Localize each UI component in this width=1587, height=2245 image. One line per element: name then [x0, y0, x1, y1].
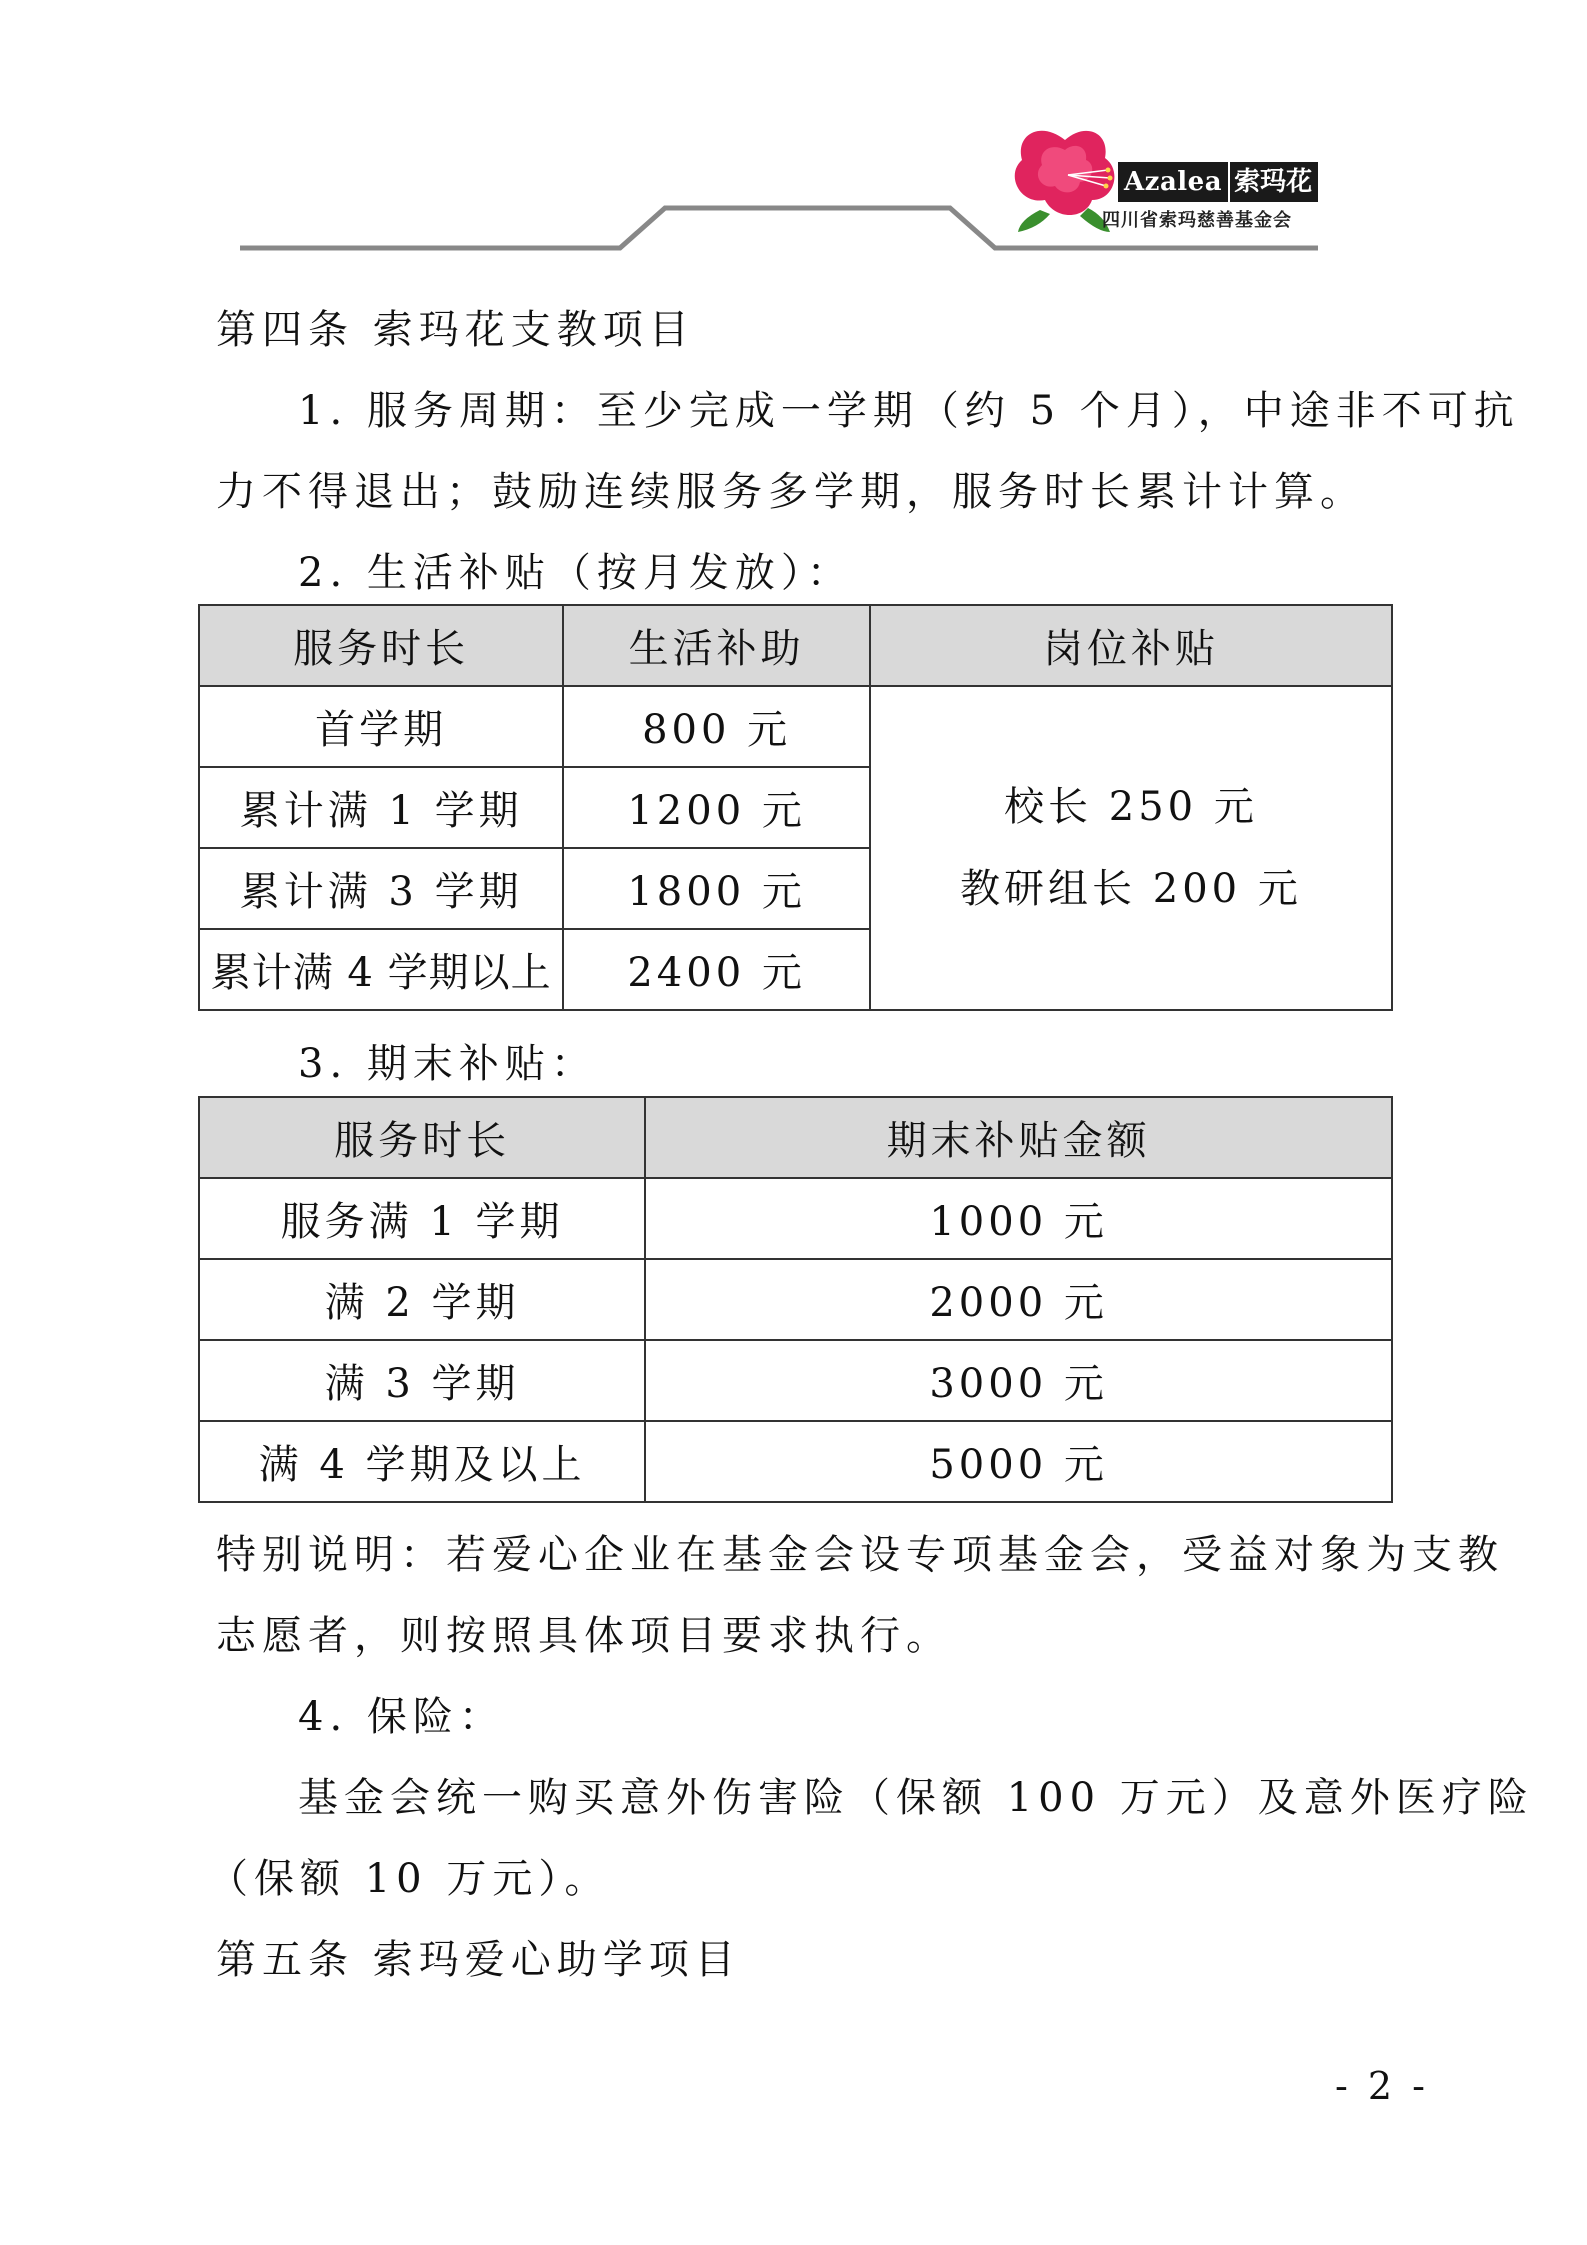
table-cell: 1200 元	[563, 767, 870, 848]
table-header-row	[199, 1097, 1392, 1178]
table-header-cell: 服务时长	[199, 605, 563, 686]
article4-item3-title: 3. 期末补贴：	[298, 1041, 597, 1087]
logo-org-name: 四川省索玛慈善基金会	[1102, 210, 1292, 231]
post-subsidy-principal: 校长 250 元	[1004, 784, 1258, 830]
table-row	[199, 1259, 1392, 1340]
logo-brand-cn: 索玛花	[1228, 162, 1318, 202]
special-note-line1: 特别说明：若爱心企业在基金会设专项基金会，受益对象为支教	[216, 1532, 1504, 1578]
table-cell: 首学期	[199, 686, 563, 767]
table-header-cell: 岗位补贴	[870, 605, 1392, 686]
table-header-row	[199, 605, 1392, 686]
table-cell: 满 4 学期及以上	[199, 1421, 645, 1502]
table-cell: 1000 元	[645, 1178, 1392, 1259]
article4-item4-title: 4. 保险：	[298, 1694, 505, 1740]
table-cell: 1800 元	[563, 848, 870, 929]
article4-item1-line2: 力不得退出；鼓励连续服务多学期，服务时长累计计算。	[216, 469, 1366, 515]
table-row	[199, 1178, 1392, 1259]
table-cell: 累计满 1 学期	[199, 767, 563, 848]
table-row	[199, 1340, 1392, 1421]
table-header-cell: 期末补贴金额	[645, 1097, 1392, 1178]
insurance-line2: （保额 10 万元）。	[208, 1856, 611, 1902]
table-row	[199, 1421, 1392, 1502]
article4-item1-line1: 1. 服务周期：至少完成一学期（约 5 个月），中途非不可抗	[298, 388, 1520, 434]
table-cell: 累计满 4 学期以上	[199, 929, 563, 1010]
article5-title: 第五条 索玛爱心助学项目	[216, 1937, 741, 1983]
term-end-subsidy-table	[198, 1096, 1393, 1503]
article4-title: 第四条 索玛花支教项目	[216, 307, 695, 353]
table-cell: 满 2 学期	[199, 1259, 645, 1340]
table-header-cell: 服务时长	[199, 1097, 645, 1178]
table-cell: 累计满 3 学期	[199, 848, 563, 929]
table-header-cell: 生活补助	[563, 605, 870, 686]
header-divider	[0, 180, 1587, 270]
table-cell: 满 3 学期	[199, 1340, 645, 1421]
living-subsidy-table	[198, 604, 1393, 1011]
page-number: - 2 -	[1335, 2064, 1430, 2108]
insurance-line1: 基金会统一购买意外伤害险（保额 100 万元）及意外医疗险	[298, 1775, 1534, 1821]
article4-item2-title: 2. 生活补贴（按月发放）：	[298, 550, 853, 596]
table-cell: 5000 元	[645, 1421, 1392, 1502]
table-cell: 2400 元	[563, 929, 870, 1010]
post-subsidy-cell	[870, 686, 1392, 1010]
logo-brand	[1118, 162, 1318, 202]
table-cell: 800 元	[563, 686, 870, 767]
post-subsidy-group-leader: 教研组长 200 元	[960, 866, 1302, 912]
special-note-line2: 志愿者，则按照具体项目要求执行。	[216, 1613, 952, 1659]
foundation-logo	[1010, 120, 1330, 240]
logo-brand-latin: Azalea	[1118, 162, 1228, 202]
table-cell: 3000 元	[645, 1340, 1392, 1421]
table-cell: 2000 元	[645, 1259, 1392, 1340]
table-row	[199, 686, 1392, 767]
table-cell: 服务满 1 学期	[199, 1178, 645, 1259]
